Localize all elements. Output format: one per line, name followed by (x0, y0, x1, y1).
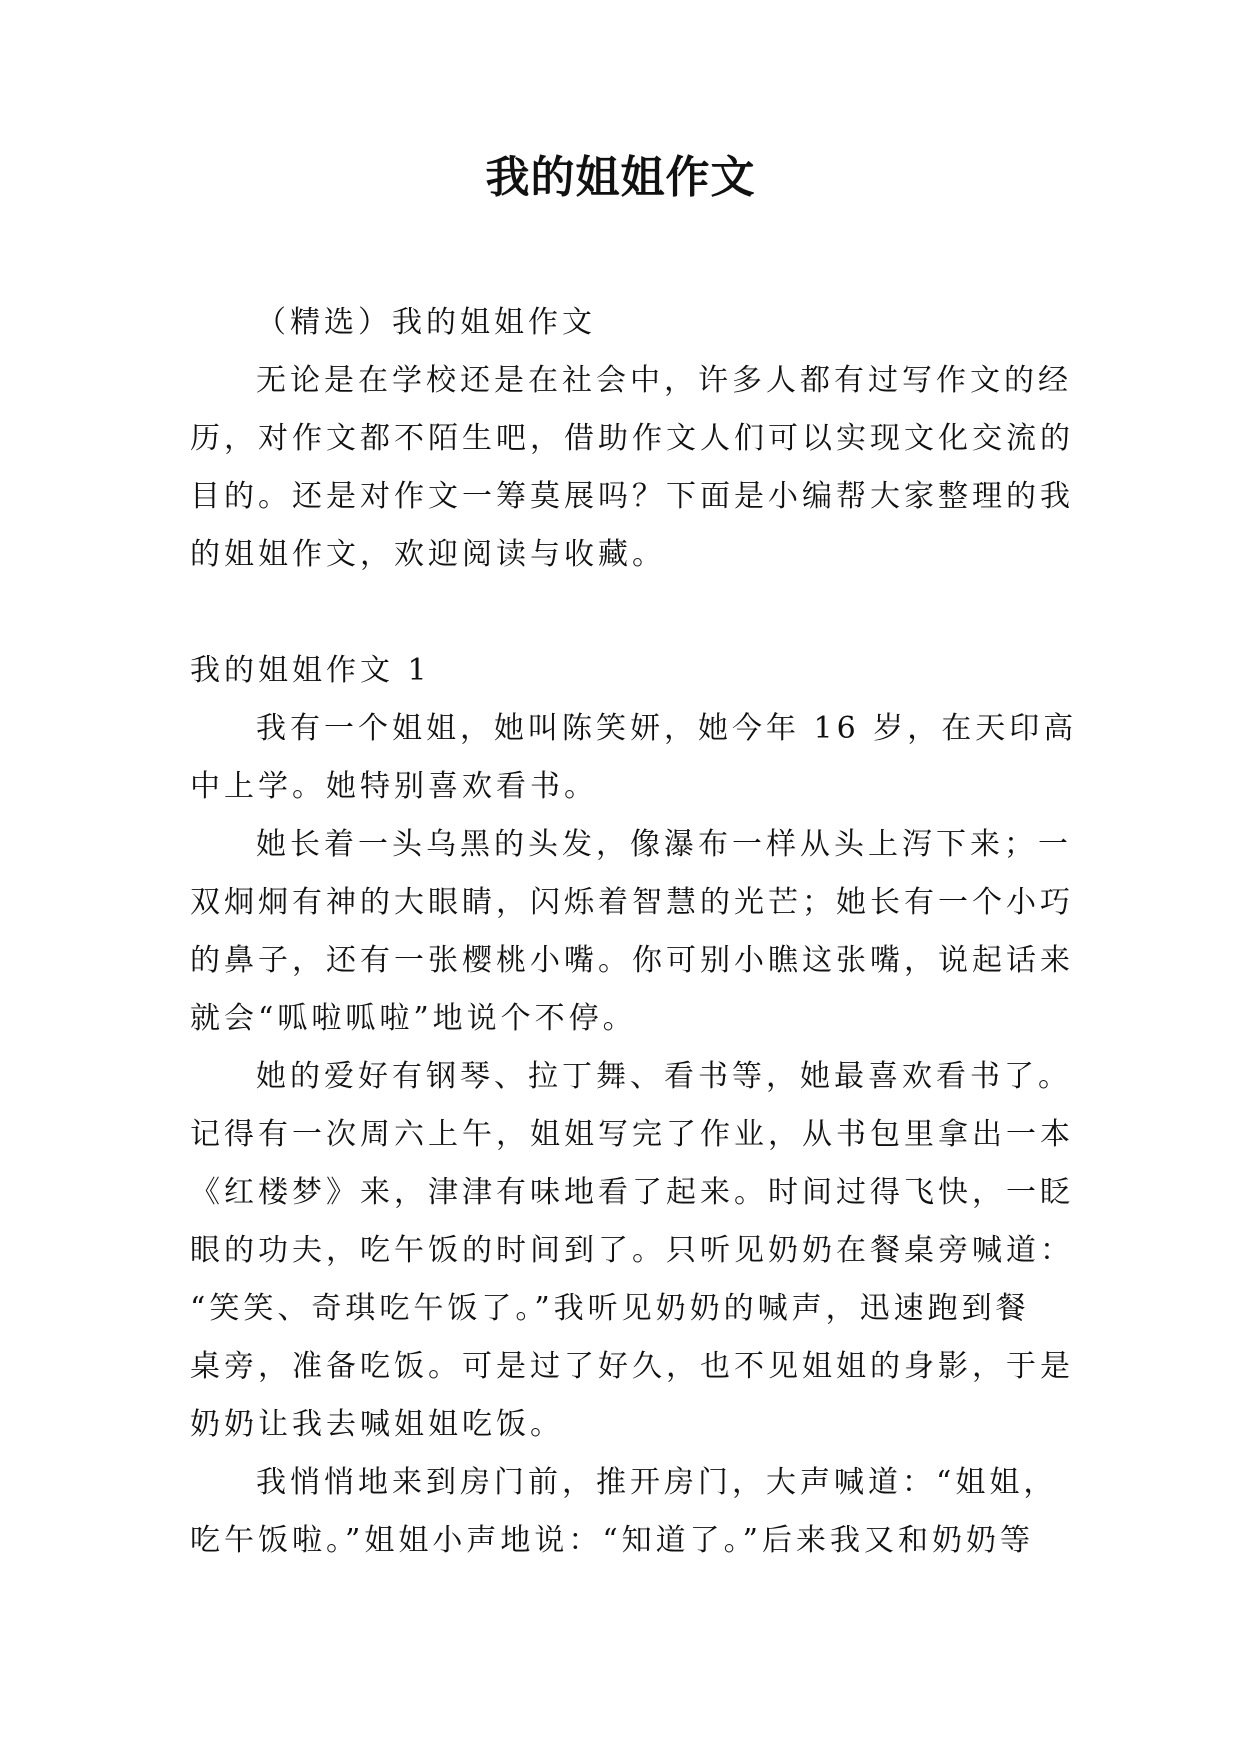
text-line: 目的。还是对作文一筹莫展吗？下面是小编帮大家整理的我 (190, 479, 1074, 514)
text-line: 双炯炯有神的大眼睛，闪烁着智慧的光芒；她长有一个小巧 (190, 885, 1074, 920)
document-body (190, 294, 1078, 1570)
subtitle-line: （精选）我的姐姐作文 (256, 305, 596, 340)
text-line: 眼的功夫，吃午饭的时间到了。只听见奶奶在餐桌旁喊道： (190, 1233, 1074, 1268)
text-line: 她的爱好有钢琴、拉丁舞、看书等，她最喜欢看书了。 (256, 1059, 1072, 1094)
text-line: 我有一个姐姐，她叫陈笑妍，她今年 16 岁，在天印高 (256, 711, 1078, 746)
section-heading: 我的姐姐作文 1 (190, 653, 431, 688)
text-line: 她长着一头乌黑的头发，像瀑布一样从头上泻下来；一 (256, 827, 1072, 862)
text-line: “笑笑、奇琪吃午饭了。”我听见奶奶的喊声，迅速跑到餐 (190, 1291, 1030, 1326)
text-line: 中上学。她特别喜欢看书。 (190, 769, 598, 804)
text-line: 的姐姐作文，欢迎阅读与收藏。 (190, 537, 666, 572)
text-line: 无论是在学校还是在社会中，许多人都有过写作文的经 (256, 363, 1072, 398)
text-line: 吃午饭啦。”姐姐小声地说：“知道了。”后来我又和奶奶等 (190, 1523, 1035, 1558)
text-line: 记得有一次周六上午，姐姐写完了作业，从书包里拿出一本 (190, 1117, 1074, 1152)
text-line: 就会“呱啦呱啦”地说个不停。 (190, 1001, 637, 1036)
text-line: 桌旁，准备吃饭。可是过了好久，也不见姐姐的身影，于是 (190, 1349, 1074, 1384)
text-line: 的鼻子，还有一张樱桃小嘴。你可别小瞧这张嘴，说起话来 (190, 943, 1074, 978)
document-title: 我的姐姐作文 (485, 152, 756, 203)
text-line: 我悄悄地来到房门前，推开房门，大声喊道：“姐姐， (256, 1465, 1058, 1500)
text-line: 奶奶让我去喊姐姐吃饭。 (190, 1407, 564, 1442)
text-line: 《红楼梦》来，津津有味地看了起来。时间过得飞快，一眨 (190, 1175, 1074, 1210)
text-line: 历，对作文都不陌生吧，借助作文人们可以实现文化交流的 (190, 421, 1074, 456)
